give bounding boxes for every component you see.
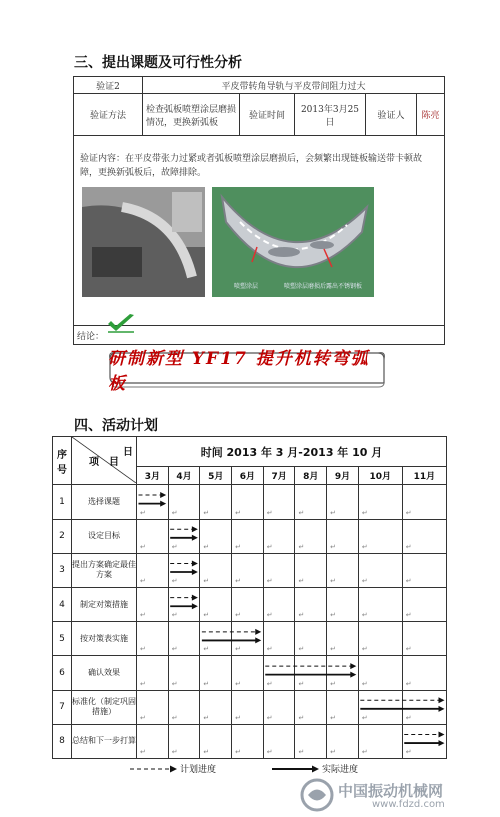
plan-cell xyxy=(402,519,446,553)
month-header-4: 6月 xyxy=(232,467,264,485)
plan-cell xyxy=(168,690,200,724)
cell-mark: ↵ xyxy=(298,713,305,722)
plan-cell xyxy=(137,553,169,587)
plan-cell xyxy=(137,724,169,758)
cell-mark: ↵ xyxy=(361,576,368,585)
task-name: 总结和下一步打算 xyxy=(72,724,137,758)
cell-mark: ↵ xyxy=(140,748,146,756)
verify-method-value: 检查弧板喷塑涂层磨损情况，更换新弧板 xyxy=(143,94,240,136)
plan-cell xyxy=(200,656,232,690)
plan-cell xyxy=(200,519,232,553)
cell-mark: ↵ xyxy=(361,542,368,551)
task-name: 标准化（制定巩固措施） xyxy=(72,690,137,724)
cell-mark: ↵ xyxy=(330,611,336,620)
cell-mark: ↵ xyxy=(266,542,273,551)
cell-mark: ↵ xyxy=(203,679,210,688)
activity-plan-table xyxy=(52,436,447,759)
verify-content-text: 验证内容：在平皮带张力过紧或者弧板喷塑涂层磨损后，会频繁出现链板输送带卡顿故障，更换新弧板后，故障排除。 xyxy=(80,154,423,178)
plan-cell xyxy=(232,622,264,656)
col-item-header xyxy=(72,437,137,485)
plan-cell xyxy=(295,587,327,621)
plan-cell xyxy=(327,622,359,656)
cell-mark: ↵ xyxy=(298,679,305,688)
plan-cell xyxy=(263,587,295,621)
task-number: 5 xyxy=(53,622,72,656)
plan-cell xyxy=(232,553,264,587)
cell-mark: ↵ xyxy=(266,748,273,756)
cell-mark: ↵ xyxy=(266,679,273,688)
cell-mark: ↵ xyxy=(298,542,305,551)
task-name: 选择课题 xyxy=(72,485,137,519)
cell-mark: ↵ xyxy=(203,713,210,722)
verify-id-label: 验证2 xyxy=(74,77,143,94)
plan-cell xyxy=(232,656,264,690)
cell-mark: ↵ xyxy=(405,748,412,756)
watermark-url: www.fdzd.com xyxy=(372,799,445,810)
plan-cell xyxy=(327,587,359,621)
cell-mark: ↵ xyxy=(405,542,412,551)
plan-cell xyxy=(263,622,295,656)
cell-mark: ↵ xyxy=(298,611,305,620)
cell-mark: ↵ xyxy=(171,611,178,620)
task-number: 3 xyxy=(53,553,72,587)
cell-mark: ↵ xyxy=(140,542,146,551)
plan-cell xyxy=(263,553,295,587)
plan-legend-arrow xyxy=(128,764,178,774)
plan-cell xyxy=(137,690,169,724)
cell-mark: ↵ xyxy=(140,611,146,620)
actual-legend-arrow xyxy=(270,764,320,774)
cell-mark: ↵ xyxy=(140,679,146,688)
task-row xyxy=(53,724,447,758)
conclusion-label: 结论： xyxy=(77,331,105,342)
conveyor-drawing xyxy=(82,187,205,297)
plan-cell xyxy=(358,587,402,621)
cell-mark: ↵ xyxy=(203,542,210,551)
cell-mark: ↵ xyxy=(405,508,412,517)
plan-cell xyxy=(358,656,402,690)
plan-cell xyxy=(295,690,327,724)
cell-mark: ↵ xyxy=(405,611,412,620)
plan-cell xyxy=(137,622,169,656)
cell-mark: ↵ xyxy=(330,542,336,551)
cell-mark: ↵ xyxy=(361,645,368,654)
cell-mark: ↵ xyxy=(405,713,412,722)
cell-mark: ↵ xyxy=(235,611,241,620)
plan-cell xyxy=(402,724,446,758)
plan-cell xyxy=(168,587,200,621)
verify-subject: 平皮带转角导轨与平皮带间阻力过大 xyxy=(143,77,445,94)
plan-cell xyxy=(263,519,295,553)
cell-mark: ↵ xyxy=(298,645,305,654)
time-range-header: 时间 2013 年 3 月-2013 年 10 月 xyxy=(137,437,447,467)
task-number: 1 xyxy=(53,485,72,519)
plan-cell xyxy=(232,690,264,724)
plan-cell xyxy=(137,656,169,690)
month-header-7: 9月 xyxy=(327,467,359,485)
plan-cell xyxy=(358,519,402,553)
cell-mark: ↵ xyxy=(298,576,305,585)
cell-mark: ↵ xyxy=(330,748,336,756)
plan-cell xyxy=(232,587,264,621)
cell-mark: ↵ xyxy=(330,645,336,654)
cell-mark: ↵ xyxy=(361,713,368,722)
cell-mark: ↵ xyxy=(330,508,336,517)
month-header-1: 3月 xyxy=(137,467,169,485)
plan-cell xyxy=(263,656,295,690)
plan-cell xyxy=(168,553,200,587)
cell-mark: ↵ xyxy=(235,542,241,551)
cell-mark: ↵ xyxy=(361,508,368,517)
plan-cell xyxy=(402,622,446,656)
plan-cell xyxy=(402,690,446,724)
watermark-logo-icon xyxy=(300,778,334,812)
plan-cell xyxy=(327,656,359,690)
task-number: 6 xyxy=(53,656,72,690)
plan-cell xyxy=(295,519,327,553)
cell-mark: ↵ xyxy=(171,713,178,722)
task-name: 提出方案确定最佳方案 xyxy=(72,553,137,587)
plan-cell xyxy=(402,553,446,587)
task-row xyxy=(53,485,447,519)
cell-mark: ↵ xyxy=(405,645,412,654)
section-4-title: 四、活动计划 xyxy=(74,418,158,434)
photo-caption-1: 喷塑涂层 xyxy=(234,283,259,290)
plan-cell xyxy=(358,553,402,587)
plan-cell xyxy=(263,485,295,519)
cell-mark: ↵ xyxy=(171,645,178,654)
col-item-label: 项 目 xyxy=(89,457,119,469)
cell-mark: ↵ xyxy=(361,748,368,756)
plan-cell xyxy=(295,656,327,690)
plan-cell xyxy=(232,724,264,758)
plan-cell xyxy=(168,485,200,519)
col-seq-header: 序号 xyxy=(53,437,72,485)
month-header-8: 10月 xyxy=(358,467,402,485)
task-row xyxy=(53,690,447,724)
verify-person-value: 陈亮 xyxy=(417,94,445,136)
plan-cell xyxy=(168,519,200,553)
cell-mark: ↵ xyxy=(266,508,273,517)
task-number: 2 xyxy=(53,519,72,553)
month-header-5: 7月 xyxy=(263,467,295,485)
cell-mark: ↵ xyxy=(171,679,178,688)
cell-mark: ↵ xyxy=(330,576,336,585)
task-row xyxy=(53,622,447,656)
plan-cell xyxy=(168,724,200,758)
plan-legend-label: 计划进度 xyxy=(180,765,217,775)
cell-mark: ↵ xyxy=(203,645,210,654)
cell-mark: ↵ xyxy=(140,576,146,585)
plan-cell xyxy=(168,656,200,690)
cell-mark: ↵ xyxy=(140,508,146,517)
verify-time-value: 2013年3月25日 xyxy=(295,94,366,136)
cell-mark: ↵ xyxy=(361,611,368,620)
plan-cell xyxy=(327,690,359,724)
plan-cell xyxy=(295,724,327,758)
cell-mark: ↵ xyxy=(235,713,241,722)
plan-cell xyxy=(402,485,446,519)
cell-mark: ↵ xyxy=(171,508,178,517)
plan-cell xyxy=(200,622,232,656)
cell-mark: ↵ xyxy=(203,748,210,756)
cell-mark: ↵ xyxy=(203,611,210,620)
cell-mark: ↵ xyxy=(330,679,336,688)
plan-cell xyxy=(200,485,232,519)
plan-cell xyxy=(358,690,402,724)
actual-legend-label: 实际进度 xyxy=(322,765,359,775)
cell-mark: ↵ xyxy=(330,713,336,722)
plan-cell xyxy=(137,485,169,519)
cell-mark: ↵ xyxy=(298,508,305,517)
cell-mark: ↵ xyxy=(140,645,146,654)
plan-cell xyxy=(137,587,169,621)
plan-cell xyxy=(327,519,359,553)
plan-cell xyxy=(200,587,232,621)
cell-mark: ↵ xyxy=(235,748,241,756)
plan-cell xyxy=(200,724,232,758)
task-row xyxy=(53,553,447,587)
green-checkmark-icon xyxy=(106,312,136,334)
cell-mark: ↵ xyxy=(235,508,241,517)
plan-cell xyxy=(327,724,359,758)
month-header-3: 5月 xyxy=(200,467,232,485)
plan-cell xyxy=(295,485,327,519)
cell-mark: ↵ xyxy=(266,645,273,654)
verify-time-label: 验证时间 xyxy=(240,94,295,136)
plan-cell xyxy=(327,485,359,519)
cell-mark: ↵ xyxy=(266,576,273,585)
task-name: 确认效果 xyxy=(72,656,137,690)
task-name: 制定对策措施 xyxy=(72,587,137,621)
plan-cell xyxy=(358,485,402,519)
task-row xyxy=(53,656,447,690)
arc-plate-photo xyxy=(212,187,374,297)
cell-mark: ↵ xyxy=(235,576,241,585)
col-date-suffix: 日 xyxy=(123,447,133,458)
task-name: 设定目标 xyxy=(72,519,137,553)
plan-cell xyxy=(402,656,446,690)
cell-mark: ↵ xyxy=(405,679,412,688)
verify-person-label: 验证人 xyxy=(366,94,417,136)
plan-cell xyxy=(200,690,232,724)
cell-mark: ↵ xyxy=(203,508,210,517)
cell-mark: ↵ xyxy=(266,713,273,722)
cell-mark: ↵ xyxy=(298,748,305,756)
plan-cell xyxy=(232,485,264,519)
cell-mark: ↵ xyxy=(171,542,178,551)
plan-cell xyxy=(232,519,264,553)
task-number: 7 xyxy=(53,690,72,724)
task-number: 8 xyxy=(53,724,72,758)
photo-caption-2: 喷塑涂层磨损后露出不锈钢板 xyxy=(284,283,363,290)
plan-cell xyxy=(358,622,402,656)
cell-mark: ↵ xyxy=(235,645,241,654)
month-header-6: 8月 xyxy=(295,467,327,485)
cell-mark: ↵ xyxy=(171,576,178,585)
task-row xyxy=(53,587,447,621)
plan-cell xyxy=(295,553,327,587)
plan-cell xyxy=(358,724,402,758)
section-3-title: 三、提出课题及可行性分析 xyxy=(74,55,242,71)
task-row xyxy=(53,519,447,553)
plan-cell xyxy=(263,724,295,758)
cell-mark: ↵ xyxy=(140,713,146,722)
plan-cell xyxy=(295,622,327,656)
cell-mark: ↵ xyxy=(171,748,178,756)
cell-mark: ↵ xyxy=(266,611,273,620)
cell-mark: ↵ xyxy=(203,576,210,585)
plan-cell xyxy=(168,622,200,656)
cell-mark: ↵ xyxy=(405,576,412,585)
plan-cell xyxy=(327,553,359,587)
project-banner xyxy=(108,349,386,394)
plan-cell xyxy=(137,519,169,553)
banner-title: 研制新型 YF17 提升机转弯弧板 xyxy=(108,349,370,394)
conveyor-photo xyxy=(82,187,205,297)
plan-cell xyxy=(263,690,295,724)
verify-method-label: 验证方法 xyxy=(74,94,143,136)
cell-mark: ↵ xyxy=(361,679,368,688)
cell-mark: ↵ xyxy=(235,679,241,688)
task-number: 4 xyxy=(53,587,72,621)
watermark-name: 中国振动机械网 xyxy=(338,782,444,800)
plan-cell xyxy=(402,587,446,621)
month-header-9: 11月 xyxy=(402,467,446,485)
plan-cell xyxy=(200,553,232,587)
task-name: 按对策表实施 xyxy=(72,622,137,656)
month-header-2: 4月 xyxy=(168,467,200,485)
